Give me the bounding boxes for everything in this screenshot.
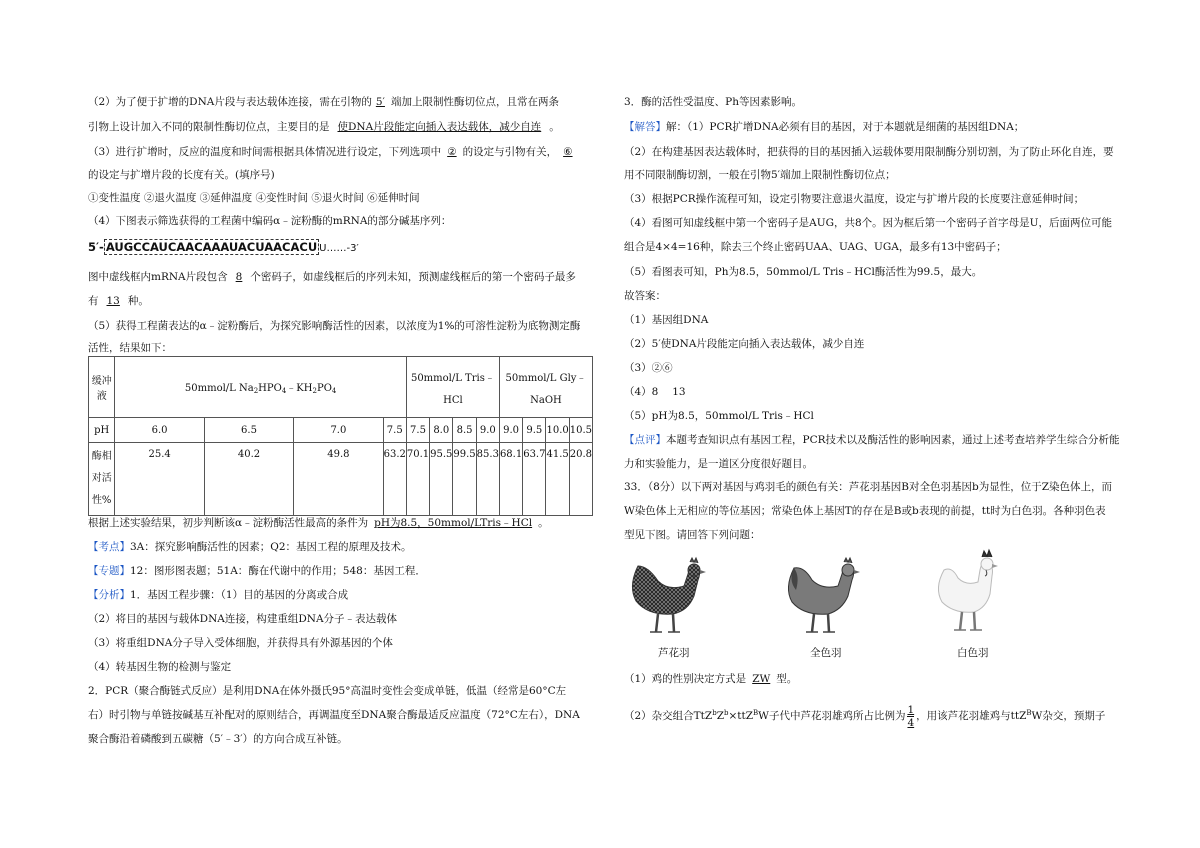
answer-1: （1）基因组DNA bbox=[624, 314, 709, 326]
q4-line2: 有 13 种。 bbox=[88, 295, 149, 307]
table-row-ph: pH 6.0 6.5 7.0 7.5 7.5 8.0 8.5 9.0 9.0 9.5 10.0 10.5 bbox=[89, 418, 593, 443]
fraction-answer: $\frac{1}{4}$ bbox=[907, 703, 915, 729]
q33-line3: 型见下图。请回答下列问题： bbox=[624, 529, 761, 541]
answer-4: （4）8 13 bbox=[624, 386, 686, 398]
caption-barred: 芦花羽 bbox=[658, 647, 690, 659]
solid-color-chicken-image bbox=[782, 556, 872, 636]
jieda-line1: 【解答】解：（1）PCR扩增DNA必须有目的基因，对于本题就是细菌的基因组DNA； bbox=[624, 121, 1025, 133]
jieda-line5: （4）看图可知虚线框中第一个密码子是AUG，共8个。因为框后第一个密码子首字母是U，后面两位可能 bbox=[624, 217, 1113, 229]
q33-line1: 33．（8分）以下两对基因与鸡羽毛的颜色有关：芦花羽基因B对全色羽基因b为显性，位于Z染色体上，而 bbox=[624, 481, 1113, 493]
fenxi-line6: 右）时引物与单链按碱基互补配对的原则结合，再调温度至DNA聚合酶最适反应温度（72°C左右），DNA bbox=[88, 709, 580, 721]
q3-line1: （3）进行扩增时，反应的温度和时间需根据具体情况进行设定，下列选项中 ② 的设定与引物有关， ⑥ bbox=[88, 146, 573, 158]
dashed-box: AUGCCAUCAACAAAUACUAACACU bbox=[105, 240, 318, 254]
answer-3: （3）②⑥ bbox=[624, 362, 673, 374]
table-row: 缓冲 液 50mmol/L $Na_2HPO_4﹣KH_2PO_4$ 50mmol/L Tris﹣ HCl 50mmol/L Gly﹣ NaOH bbox=[89, 357, 593, 418]
table-row-activity: 酶相 对活 性% 25.4 40.2 49.8 63.2 70.1 95.5 99.5 85.3 68.1 63.7 41.5 20.8 bbox=[89, 443, 593, 516]
fenxi-line2: （2）将目的基因与载体DNA连接，构建重组DNA分子﹣表达载体 bbox=[88, 613, 398, 625]
q4-line1: 图中虚线框内mRNA片段包含 8 个密码子，如虚线框后的序列未知，预测虚线框后的第一个密码子最多 bbox=[88, 271, 576, 283]
buffer-1-header: 50mmol/L $Na_2HPO_4﹣KH_2PO_4$ bbox=[115, 357, 406, 418]
jieda-line3: 用不同限制酶切割，一般在引物5′端加上限制性酶切位点； bbox=[624, 169, 896, 181]
q33-sub1: （1）鸡的性别决定方式是 ZW 型。 bbox=[624, 673, 798, 685]
q4-intro: （4）下图表示筛选获得的工程菌中编码α﹣淀粉酶的mRNA的部分碱基序列： bbox=[88, 215, 452, 227]
answer-2: （2）5′使DNA片段能定向插入表达载体，减少自连 bbox=[624, 338, 865, 350]
jieda-line7: （5）看图表可知，Ph为8.5，50mmol/L Tris﹣HCl酶活性为99.5，最大。 bbox=[624, 266, 983, 278]
fenxi-line5: 2．PCR（聚合酶链式反应）是利用DNA在体外摄氏95°高温时变性会变成单链，低温（经常是60°C左 bbox=[88, 685, 567, 697]
mrna-sequence: 5′- AUGCCAUCAACAAAUACUAACACU U……-3′ bbox=[88, 240, 359, 254]
q5-line2: 活性，结果如下： bbox=[88, 342, 172, 354]
buffer-3-header: 50mmol/L Gly﹣ NaOH bbox=[499, 357, 592, 418]
answer-5: （5）pH为8.5，50mmol/L Tris﹣HCl bbox=[624, 410, 814, 422]
dianping-line1: 【点评】本题考查知识点有基因工程，PCR技术以及酶活性的影响因素，通过上述考查培养学生综合分析能 bbox=[624, 434, 1120, 446]
fenxi-line7: 聚合酶沿着磷酸到五碳糖（5′﹣3′）的方向合成互补链。 bbox=[88, 733, 348, 745]
jieda-line6: 组合是4×4=16种，除去三个终止密码UAA、UAG、UGA，最多有13中密码子； bbox=[624, 241, 1007, 253]
q3-line2: 的设定与扩增片段的长度有关。(填序号) bbox=[88, 169, 275, 181]
analysis-line3: 3．酶的活性受温度、Ph等因素影响。 bbox=[624, 96, 803, 108]
fenxi-line3: （3）将重组DNA分子导入受体细胞，并获得具有外源基因的个体 bbox=[88, 637, 393, 649]
kaodian: 【考点】3A：探究影响酶活性的因素；Q2：基因工程的原理及技术。 bbox=[88, 541, 412, 553]
jieda-line4: （3）根据PCR操作流程可知，设定引物要注意退火温度，设定与扩增片段的长度要注意延伸时间； bbox=[624, 193, 1085, 205]
q33-sub2: （2）杂交组合$TtZ^bZ^b\times ttZ^BW$子代中芦花羽雄鸡所占比例为 $\frac{1}{4}$ ，用该芦花羽雄鸡与ttZ$^B$W杂交，预期子 bbox=[624, 703, 1106, 729]
q2-line1: （2）为了便于扩增的DNA片段与表达载体连接，需在引物的 5′ 端加上限制性酶切位点，且常在两条 bbox=[88, 96, 559, 108]
jieda-line2: （2）在构建基因表达载体时，把获得的目的基因插入运载体要用限制酶分别切割，为了防止环化自连，要 bbox=[624, 146, 1114, 158]
caption-solid: 全色羽 bbox=[810, 647, 842, 659]
dianping-line2: 力和实验能力，是一道区分度很好题目。 bbox=[624, 458, 813, 470]
q3-options: ①变性温度 ②退火温度 ③延伸温度 ④变性时间 ⑤退火时间 ⑥延伸时间 bbox=[88, 192, 420, 204]
fenxi-line1: 【分析】1．基因工程步骤：（1）目的基因的分离或合成 bbox=[88, 589, 349, 601]
white-chicken-image bbox=[930, 548, 1010, 636]
fenxi-line4: （4）转基因生物的检测与鉴定 bbox=[88, 661, 232, 673]
q2-line2: 引物上设计加入不同的限制性酶切位点，主要目的是 使DNA片段能定向插入表达载体，减少自连 。 bbox=[88, 121, 560, 133]
enzyme-activity-table bbox=[88, 356, 593, 516]
buffer-2-header: 50mmol/L Tris﹣ HCl bbox=[406, 357, 499, 418]
q5-conclusion: 根据上述实验结果，初步判断该α﹣淀粉酶活性最高的条件为 pH为8.5，50mmol/LTris﹣HCl 。 bbox=[88, 517, 549, 529]
q33-line2: W染色体上无相应的等位基因；常染色体上基因T的存在是B或b表现的前提，tt时为白色羽。各种羽色表 bbox=[624, 505, 1106, 517]
answers-heading: 故答案： bbox=[624, 290, 666, 302]
barred-chicken-image bbox=[628, 556, 718, 636]
q5-line1: （5）获得工程菌表达的α﹣淀粉酶后，为探究影响酶活性的因素，以浓度为1%的可溶性淀粉为底物测定酶 bbox=[88, 320, 581, 332]
zhuanti: 【专题】12：图形图表题；51A：酶在代谢中的作用；548：基因工程． bbox=[88, 565, 426, 577]
caption-white: 白色羽 bbox=[957, 647, 989, 659]
